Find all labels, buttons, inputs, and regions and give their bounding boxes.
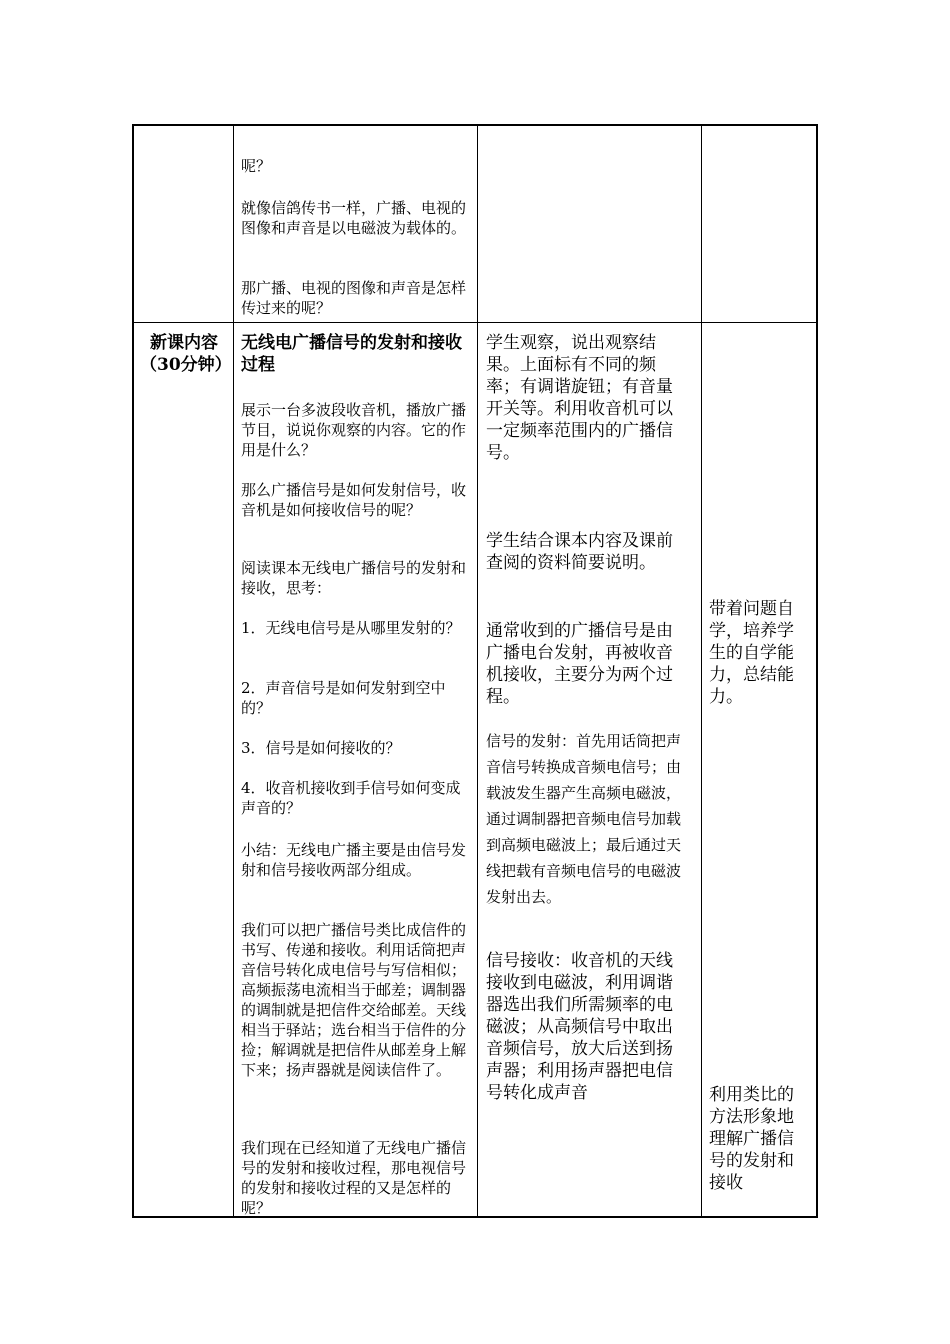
paragraph: 就像信鸽传书一样，广播、电视的图像和声音是以电磁波为载体的。 — [241, 199, 467, 237]
paragraph: 学生观察，说出观察结果。上面标有不同的频率；有调谐旋钮；有音量开关等。利用收音机可以一定频率范围内的广播信号。 — [486, 333, 673, 463]
paragraph: 那么广播信号是如何发射信号，收音机是如何接收信号的呢？ — [241, 481, 467, 519]
section-heading: 无线电广播信号的发射和接收过程 — [241, 333, 462, 375]
paragraph: 学生结合课本内容及课前查阅的资料简要说明。 — [486, 531, 673, 573]
paragraph: 那广播、电视的图像和声音是怎样传过来的呢？ — [241, 279, 467, 317]
question-item: 3．信号是如何接收的？ — [241, 739, 401, 757]
column-divider — [477, 126, 478, 1216]
signal-transmit-paragraph: 信号的发射：首先用话筒把声音信号转换成音频电信号；由载波发生器产生高频电磁波，通过调制器把音频电信号加载到高频电磁波上；最后通过天线把载有音频电信号的电磁波发射出去。 — [486, 732, 682, 906]
row-divider — [134, 322, 816, 323]
paragraph: 利用类比的方法形象地理解广播信号的发射和接收 — [709, 1085, 794, 1193]
summary-paragraph: 小结：无线电广播主要是由信号发射和信号接收两部分组成。 — [241, 841, 467, 879]
section-title: 新课内容（30分钟） — [140, 333, 232, 375]
paragraph: 呢？ — [241, 157, 272, 175]
paragraph: 我们现在已经知道了无线电广播信号的发射和接收过程，那电视信号的发射和接收过程的又是怎样的呢？ — [241, 1139, 467, 1217]
column-divider — [233, 126, 234, 1216]
question-item: 2．声音信号是如何发射到空中的？ — [241, 679, 446, 717]
question-item: 1．无线电信号是从哪里发射的？ — [241, 619, 461, 637]
paragraph: 展示一台多波段收音机，播放广播节目，说说你观察的内容。它的作用是什么？ — [241, 401, 467, 459]
column-divider — [701, 126, 702, 1216]
paragraph: 阅读课本无线电广播信号的发射和接收，思考： — [241, 559, 467, 597]
question-item: 4．收音机接收到手信号如何变成声音的？ — [241, 779, 461, 817]
lesson-plan-table — [132, 124, 818, 1218]
analogy-paragraph: 我们可以把广播信号类比成信件的书写、传递和接收。利用话筒把声音信号转化成电信号与写信相似；高频振荡电流相当于邮差；调制器的调制就是把信件交给邮差。天线相当于驿站；选台相当于信件的分捡；解调就是把信件从邮差身上解下来；扬声器就是阅读信件了。 — [241, 921, 467, 1079]
paragraph: 带着问题自学，培养学生的自学能力，总结能力。 — [709, 599, 794, 707]
paragraph: 通常收到的广播信号是由广播电台发射，再被收音机接收，主要分为两个过程。 — [486, 621, 673, 707]
signal-receive-paragraph: 信号接收：收音机的天线接收到电磁波，利用调谐器选出我们所需频率的电磁波；从高频信号中取出音频信号，放大后送到扬声器；利用扬声器把电信号转化成声音 — [486, 951, 673, 1103]
